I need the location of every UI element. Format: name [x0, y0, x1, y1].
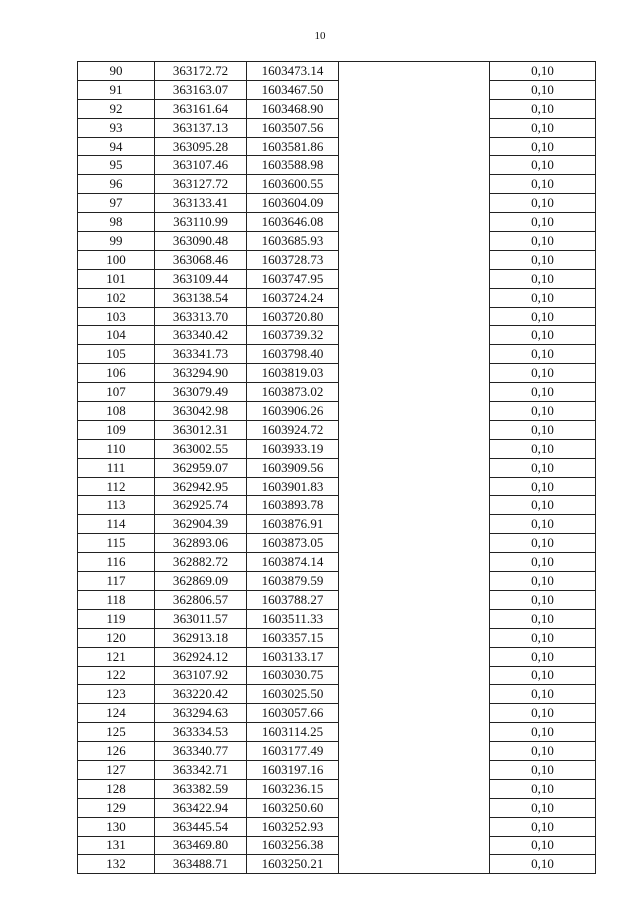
x-coordinate-cell: 363382.59: [155, 779, 247, 798]
empty-cell: [339, 402, 490, 421]
empty-cell: [339, 420, 490, 439]
point-number-cell: 115: [78, 534, 155, 553]
empty-cell: [339, 798, 490, 817]
point-number-cell: 126: [78, 742, 155, 761]
x-coordinate-cell: 363068.46: [155, 250, 247, 269]
table-row: [78, 383, 596, 402]
y-coordinate-cell: 1603873.05: [247, 534, 339, 553]
table-row: [78, 99, 596, 118]
table-row: [78, 420, 596, 439]
x-coordinate-cell: 363161.64: [155, 99, 247, 118]
x-coordinate-cell: 362913.18: [155, 628, 247, 647]
point-number-cell: 117: [78, 572, 155, 591]
x-coordinate-cell: 363042.98: [155, 402, 247, 421]
value-cell: 0,10: [490, 232, 596, 251]
empty-cell: [339, 609, 490, 628]
empty-cell: [339, 534, 490, 553]
empty-cell: [339, 496, 490, 515]
y-coordinate-cell: 1603906.26: [247, 402, 339, 421]
empty-cell: [339, 80, 490, 99]
table-row: [78, 194, 596, 213]
point-number-cell: 124: [78, 704, 155, 723]
table-row: [78, 723, 596, 742]
x-coordinate-cell: 362882.72: [155, 553, 247, 572]
empty-cell: [339, 99, 490, 118]
table-row: [78, 80, 596, 99]
y-coordinate-cell: 1603581.86: [247, 137, 339, 156]
y-coordinate-cell: 1603876.91: [247, 515, 339, 534]
value-cell: 0,10: [490, 402, 596, 421]
empty-cell: [339, 704, 490, 723]
table-row: [78, 779, 596, 798]
x-coordinate-cell: 363110.99: [155, 213, 247, 232]
y-coordinate-cell: 1603252.93: [247, 817, 339, 836]
value-cell: 0,10: [490, 420, 596, 439]
value-cell: 0,10: [490, 647, 596, 666]
table-row: [78, 62, 596, 81]
y-coordinate-cell: 1603924.72: [247, 420, 339, 439]
y-coordinate-cell: 1603893.78: [247, 496, 339, 515]
value-cell: 0,10: [490, 628, 596, 647]
x-coordinate-cell: 363138.54: [155, 288, 247, 307]
x-coordinate-cell: 363107.92: [155, 666, 247, 685]
empty-cell: [339, 345, 490, 364]
table-row: [78, 288, 596, 307]
empty-cell: [339, 477, 490, 496]
x-coordinate-cell: 363002.55: [155, 439, 247, 458]
table-row: [78, 345, 596, 364]
point-number-cell: 107: [78, 383, 155, 402]
value-cell: 0,10: [490, 855, 596, 874]
value-cell: 0,10: [490, 99, 596, 118]
y-coordinate-cell: 1603646.08: [247, 213, 339, 232]
value-cell: 0,10: [490, 836, 596, 855]
empty-cell: [339, 572, 490, 591]
value-cell: 0,10: [490, 194, 596, 213]
point-number-cell: 98: [78, 213, 155, 232]
table-row: [78, 760, 596, 779]
empty-cell: [339, 269, 490, 288]
x-coordinate-cell: 363107.46: [155, 156, 247, 175]
value-cell: 0,10: [490, 553, 596, 572]
point-number-cell: 109: [78, 420, 155, 439]
y-coordinate-cell: 1603250.60: [247, 798, 339, 817]
point-number-cell: 131: [78, 836, 155, 855]
point-number-cell: 92: [78, 99, 155, 118]
value-cell: 0,10: [490, 723, 596, 742]
empty-cell: [339, 723, 490, 742]
empty-cell: [339, 515, 490, 534]
value-cell: 0,10: [490, 62, 596, 81]
value-cell: 0,10: [490, 609, 596, 628]
value-cell: 0,10: [490, 269, 596, 288]
empty-cell: [339, 175, 490, 194]
table-row: [78, 232, 596, 251]
y-coordinate-cell: 1603747.95: [247, 269, 339, 288]
value-cell: 0,10: [490, 798, 596, 817]
empty-cell: [339, 194, 490, 213]
table-row: [78, 609, 596, 628]
table-row: [78, 855, 596, 874]
x-coordinate-cell: 362959.07: [155, 458, 247, 477]
table-row: [78, 137, 596, 156]
y-coordinate-cell: 1603467.50: [247, 80, 339, 99]
point-number-cell: 127: [78, 760, 155, 779]
value-cell: 0,10: [490, 496, 596, 515]
value-cell: 0,10: [490, 458, 596, 477]
x-coordinate-cell: 363090.48: [155, 232, 247, 251]
point-number-cell: 116: [78, 553, 155, 572]
x-coordinate-cell: 363079.49: [155, 383, 247, 402]
point-number-cell: 112: [78, 477, 155, 496]
empty-cell: [339, 590, 490, 609]
point-number-cell: 108: [78, 402, 155, 421]
x-coordinate-cell: 363012.31: [155, 420, 247, 439]
point-number-cell: 125: [78, 723, 155, 742]
point-number-cell: 90: [78, 62, 155, 81]
y-coordinate-cell: 1603057.66: [247, 704, 339, 723]
table-row: [78, 685, 596, 704]
table-row: [78, 213, 596, 232]
empty-cell: [339, 666, 490, 685]
value-cell: 0,10: [490, 704, 596, 723]
value-cell: 0,10: [490, 817, 596, 836]
y-coordinate-cell: 1603468.90: [247, 99, 339, 118]
table-row: [78, 836, 596, 855]
point-number-cell: 102: [78, 288, 155, 307]
value-cell: 0,10: [490, 590, 596, 609]
y-coordinate-cell: 1603788.27: [247, 590, 339, 609]
x-coordinate-cell: 363313.70: [155, 307, 247, 326]
y-coordinate-cell: 1603025.50: [247, 685, 339, 704]
value-cell: 0,10: [490, 364, 596, 383]
y-coordinate-cell: 1603909.56: [247, 458, 339, 477]
empty-cell: [339, 288, 490, 307]
empty-cell: [339, 779, 490, 798]
value-cell: 0,10: [490, 515, 596, 534]
table-row: [78, 534, 596, 553]
value-cell: 0,10: [490, 307, 596, 326]
y-coordinate-cell: 1603114.25: [247, 723, 339, 742]
empty-cell: [339, 836, 490, 855]
table-row: [78, 439, 596, 458]
point-number-cell: 93: [78, 118, 155, 137]
empty-cell: [339, 118, 490, 137]
page-number: 10: [314, 30, 326, 42]
table-row: [78, 156, 596, 175]
y-coordinate-cell: 1603901.83: [247, 477, 339, 496]
x-coordinate-cell: 362893.06: [155, 534, 247, 553]
empty-cell: [339, 307, 490, 326]
point-number-cell: 96: [78, 175, 155, 194]
y-coordinate-cell: 1603236.15: [247, 779, 339, 798]
point-number-cell: 97: [78, 194, 155, 213]
y-coordinate-cell: 1603728.73: [247, 250, 339, 269]
y-coordinate-cell: 1603685.93: [247, 232, 339, 251]
point-number-cell: 113: [78, 496, 155, 515]
empty-cell: [339, 250, 490, 269]
empty-cell: [339, 326, 490, 345]
empty-cell: [339, 364, 490, 383]
empty-cell: [339, 760, 490, 779]
table-row: [78, 515, 596, 534]
empty-cell: [339, 156, 490, 175]
point-number-cell: 100: [78, 250, 155, 269]
empty-cell: [339, 383, 490, 402]
value-cell: 0,10: [490, 685, 596, 704]
value-cell: 0,10: [490, 288, 596, 307]
table-row: [78, 647, 596, 666]
empty-cell: [339, 647, 490, 666]
y-coordinate-cell: 1603473.14: [247, 62, 339, 81]
x-coordinate-cell: 363340.42: [155, 326, 247, 345]
x-coordinate-cell: 363127.72: [155, 175, 247, 194]
value-cell: 0,10: [490, 760, 596, 779]
point-number-cell: 94: [78, 137, 155, 156]
y-coordinate-cell: 1603588.98: [247, 156, 339, 175]
value-cell: 0,10: [490, 80, 596, 99]
value-cell: 0,10: [490, 439, 596, 458]
empty-cell: [339, 458, 490, 477]
x-coordinate-cell: 362806.57: [155, 590, 247, 609]
table-row: [78, 269, 596, 288]
empty-cell: [339, 439, 490, 458]
table-row: [78, 572, 596, 591]
y-coordinate-cell: 1603874.14: [247, 553, 339, 572]
y-coordinate-cell: 1603250.21: [247, 855, 339, 874]
y-coordinate-cell: 1603357.15: [247, 628, 339, 647]
y-coordinate-cell: 1603256.38: [247, 836, 339, 855]
value-cell: 0,10: [490, 156, 596, 175]
point-number-cell: 105: [78, 345, 155, 364]
table-row: [78, 798, 596, 817]
table-row: [78, 496, 596, 515]
y-coordinate-cell: 1603511.33: [247, 609, 339, 628]
x-coordinate-cell: 363469.80: [155, 836, 247, 855]
y-coordinate-cell: 1603507.56: [247, 118, 339, 137]
point-number-cell: 130: [78, 817, 155, 836]
table-row: [78, 364, 596, 383]
point-number-cell: 111: [78, 458, 155, 477]
y-coordinate-cell: 1603873.02: [247, 383, 339, 402]
point-number-cell: 128: [78, 779, 155, 798]
value-cell: 0,10: [490, 175, 596, 194]
value-cell: 0,10: [490, 250, 596, 269]
x-coordinate-cell: 362924.12: [155, 647, 247, 666]
x-coordinate-cell: 363294.90: [155, 364, 247, 383]
y-coordinate-cell: 1603819.03: [247, 364, 339, 383]
point-number-cell: 95: [78, 156, 155, 175]
value-cell: 0,10: [490, 666, 596, 685]
value-cell: 0,10: [490, 534, 596, 553]
x-coordinate-cell: 363422.94: [155, 798, 247, 817]
table-row: [78, 742, 596, 761]
empty-cell: [339, 628, 490, 647]
x-coordinate-cell: 362904.39: [155, 515, 247, 534]
table-row: [78, 704, 596, 723]
x-coordinate-cell: 363340.77: [155, 742, 247, 761]
point-number-cell: 120: [78, 628, 155, 647]
value-cell: 0,10: [490, 137, 596, 156]
x-coordinate-cell: 362869.09: [155, 572, 247, 591]
y-coordinate-cell: 1603720.80: [247, 307, 339, 326]
x-coordinate-cell: 363294.63: [155, 704, 247, 723]
value-cell: 0,10: [490, 118, 596, 137]
table-row: [78, 628, 596, 647]
point-number-cell: 104: [78, 326, 155, 345]
point-number-cell: 118: [78, 590, 155, 609]
table-row: [78, 402, 596, 421]
y-coordinate-cell: 1603600.55: [247, 175, 339, 194]
table-row: [78, 590, 596, 609]
point-number-cell: 91: [78, 80, 155, 99]
x-coordinate-cell: 363488.71: [155, 855, 247, 874]
x-coordinate-cell: 362925.74: [155, 496, 247, 515]
x-coordinate-cell: 363137.13: [155, 118, 247, 137]
table-row: [78, 477, 596, 496]
table-row: [78, 458, 596, 477]
x-coordinate-cell: 363163.07: [155, 80, 247, 99]
x-coordinate-cell: 363341.73: [155, 345, 247, 364]
empty-cell: [339, 817, 490, 836]
empty-cell: [339, 137, 490, 156]
table-row: [78, 250, 596, 269]
empty-cell: [339, 742, 490, 761]
point-number-cell: 121: [78, 647, 155, 666]
point-number-cell: 129: [78, 798, 155, 817]
empty-cell: [339, 553, 490, 572]
y-coordinate-cell: 1603604.09: [247, 194, 339, 213]
point-number-cell: 132: [78, 855, 155, 874]
value-cell: 0,10: [490, 326, 596, 345]
value-cell: 0,10: [490, 742, 596, 761]
point-number-cell: 101: [78, 269, 155, 288]
point-number-cell: 106: [78, 364, 155, 383]
y-coordinate-cell: 1603133.17: [247, 647, 339, 666]
table-row: [78, 817, 596, 836]
y-coordinate-cell: 1603724.24: [247, 288, 339, 307]
x-coordinate-cell: 363133.41: [155, 194, 247, 213]
x-coordinate-cell: 363445.54: [155, 817, 247, 836]
table-row: [78, 307, 596, 326]
point-number-cell: 110: [78, 439, 155, 458]
table-row: [78, 666, 596, 685]
value-cell: 0,10: [490, 345, 596, 364]
x-coordinate-cell: 363220.42: [155, 685, 247, 704]
x-coordinate-cell: 362942.95: [155, 477, 247, 496]
table-row: [78, 175, 596, 194]
value-cell: 0,10: [490, 383, 596, 402]
value-cell: 0,10: [490, 477, 596, 496]
table-row: [78, 553, 596, 572]
y-coordinate-cell: 1603030.75: [247, 666, 339, 685]
y-coordinate-cell: 1603933.19: [247, 439, 339, 458]
y-coordinate-cell: 1603177.49: [247, 742, 339, 761]
y-coordinate-cell: 1603739.32: [247, 326, 339, 345]
empty-cell: [339, 213, 490, 232]
point-number-cell: 123: [78, 685, 155, 704]
point-number-cell: 122: [78, 666, 155, 685]
point-number-cell: 114: [78, 515, 155, 534]
value-cell: 0,10: [490, 779, 596, 798]
point-number-cell: 99: [78, 232, 155, 251]
x-coordinate-cell: 363342.71: [155, 760, 247, 779]
x-coordinate-cell: 363011.57: [155, 609, 247, 628]
empty-cell: [339, 685, 490, 704]
empty-cell: [339, 232, 490, 251]
x-coordinate-cell: 363095.28: [155, 137, 247, 156]
empty-cell: [339, 855, 490, 874]
table-row: [78, 118, 596, 137]
x-coordinate-cell: 363109.44: [155, 269, 247, 288]
x-coordinate-cell: 363172.72: [155, 62, 247, 81]
coordinates-table: [77, 61, 596, 874]
value-cell: 0,10: [490, 572, 596, 591]
table-row: [78, 326, 596, 345]
empty-cell: [339, 62, 490, 81]
point-number-cell: 103: [78, 307, 155, 326]
x-coordinate-cell: 363334.53: [155, 723, 247, 742]
y-coordinate-cell: 1603798.40: [247, 345, 339, 364]
value-cell: 0,10: [490, 213, 596, 232]
point-number-cell: 119: [78, 609, 155, 628]
y-coordinate-cell: 1603879.59: [247, 572, 339, 591]
y-coordinate-cell: 1603197.16: [247, 760, 339, 779]
coordinates-table-body: [78, 62, 596, 874]
